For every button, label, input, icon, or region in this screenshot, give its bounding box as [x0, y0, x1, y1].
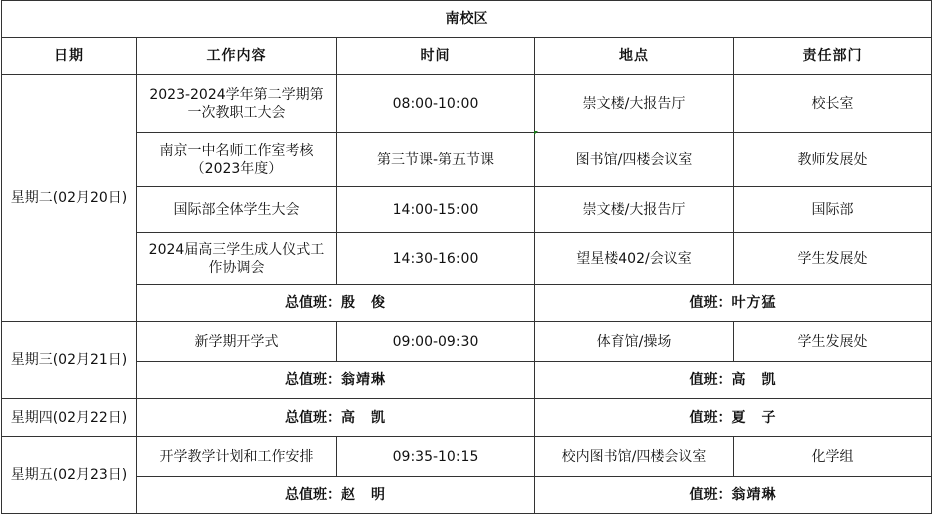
duty-cell	[535, 477, 932, 514]
place-cell: 崇文楼/大报告厅	[535, 187, 734, 233]
content-cell: 新学期开学式	[137, 322, 337, 362]
duty-row	[2, 362, 932, 399]
duty-row	[2, 477, 932, 514]
time-cell: 14:00-15:00	[337, 187, 535, 233]
schedule-table	[1, 0, 932, 514]
dept-cell: 校长室	[734, 75, 932, 133]
chief-duty-cell	[137, 285, 535, 322]
time-cell: 08:00-10:00	[337, 75, 535, 133]
content-text: 南京一中名师工作室考核（2023年度）	[159, 142, 314, 177]
campus-title: 南校区	[2, 1, 932, 38]
chief-duty-name: 赵 明	[341, 487, 386, 503]
time-cell: 14:30-16:00	[337, 233, 535, 285]
time-cell: 09:00-09:30	[337, 322, 535, 362]
table-row	[2, 75, 932, 133]
duty-row	[2, 399, 932, 437]
cell-comment-marker	[534, 131, 538, 135]
chief-duty-name: 高 凯	[341, 409, 386, 426]
chief-duty-name: 殷 俊	[341, 295, 386, 311]
duty-label: 值班：	[689, 372, 732, 388]
table-row	[2, 133, 932, 187]
table-row	[2, 322, 932, 362]
header-date: 日期	[2, 38, 137, 75]
table-row	[2, 233, 932, 285]
chief-duty-label: 总值班：	[285, 295, 341, 311]
dept-cell: 学生发展处	[734, 233, 932, 285]
table-row	[2, 437, 932, 477]
place-cell: 校内图书馆/四楼会议室	[535, 437, 734, 477]
date-cell-wednesday: 星期三(02月21日)	[2, 322, 137, 399]
place-cell: 望星楼402/会议室	[535, 233, 734, 285]
content-text: 国际部全体学生大会	[173, 201, 300, 218]
dept-cell: 教师发展处	[734, 133, 932, 187]
content-text: 2024届高三学生成人仪式工作协调会	[148, 241, 325, 276]
chief-duty-label: 总值班：	[285, 487, 341, 503]
dept-cell: 国际部	[734, 187, 932, 233]
duty-name: 夏 子	[731, 409, 777, 426]
duty-cell	[535, 399, 932, 437]
header-dept: 责任部门	[734, 38, 932, 75]
duty-cell	[535, 285, 932, 322]
chief-duty-cell	[137, 399, 535, 437]
header-time: 时间	[337, 38, 535, 75]
duty-row	[2, 285, 932, 322]
chief-duty-cell	[137, 362, 535, 399]
duty-label: 值班：	[689, 409, 732, 426]
chief-duty-cell	[137, 477, 535, 514]
duty-cell	[535, 362, 932, 399]
duty-name: 叶方猛	[731, 295, 777, 311]
header-row	[2, 38, 932, 75]
duty-name: 翁靖琳	[731, 487, 777, 503]
place-cell: 崇文楼/大报告厅	[535, 75, 734, 133]
dept-cell: 学生发展处	[734, 322, 932, 362]
content-text: 2023-2024学年第二学期第一次教职工大会	[149, 86, 324, 121]
chief-duty-label: 总值班：	[285, 372, 341, 388]
chief-duty-label: 总值班：	[285, 409, 341, 426]
time-cell: 09:35-10:15	[337, 437, 535, 477]
place-cell: 图书馆/四楼会议室	[535, 133, 734, 187]
time-cell: 第三节课-第五节课	[337, 133, 535, 187]
place-cell: 体育馆/操场	[535, 322, 734, 362]
chief-duty-name: 翁靖琳	[341, 372, 386, 388]
content-cell	[137, 75, 337, 133]
content-cell	[137, 133, 337, 187]
header-content: 工作内容	[137, 38, 337, 75]
date-cell-thursday: 星期四(02月22日)	[2, 399, 137, 437]
content-cell: 开学教学计划和工作安排	[137, 437, 337, 477]
date-cell-friday: 星期五(02月23日)	[2, 437, 137, 514]
content-cell	[137, 233, 337, 285]
table-row	[2, 187, 932, 233]
date-cell-tuesday: 星期二(02月20日)	[2, 75, 137, 322]
dept-cell: 化学组	[734, 437, 932, 477]
content-cell	[137, 187, 337, 233]
duty-label: 值班：	[689, 487, 732, 503]
duty-label: 值班：	[689, 295, 732, 311]
duty-name: 高 凯	[731, 372, 777, 388]
header-place: 地点	[535, 38, 734, 75]
